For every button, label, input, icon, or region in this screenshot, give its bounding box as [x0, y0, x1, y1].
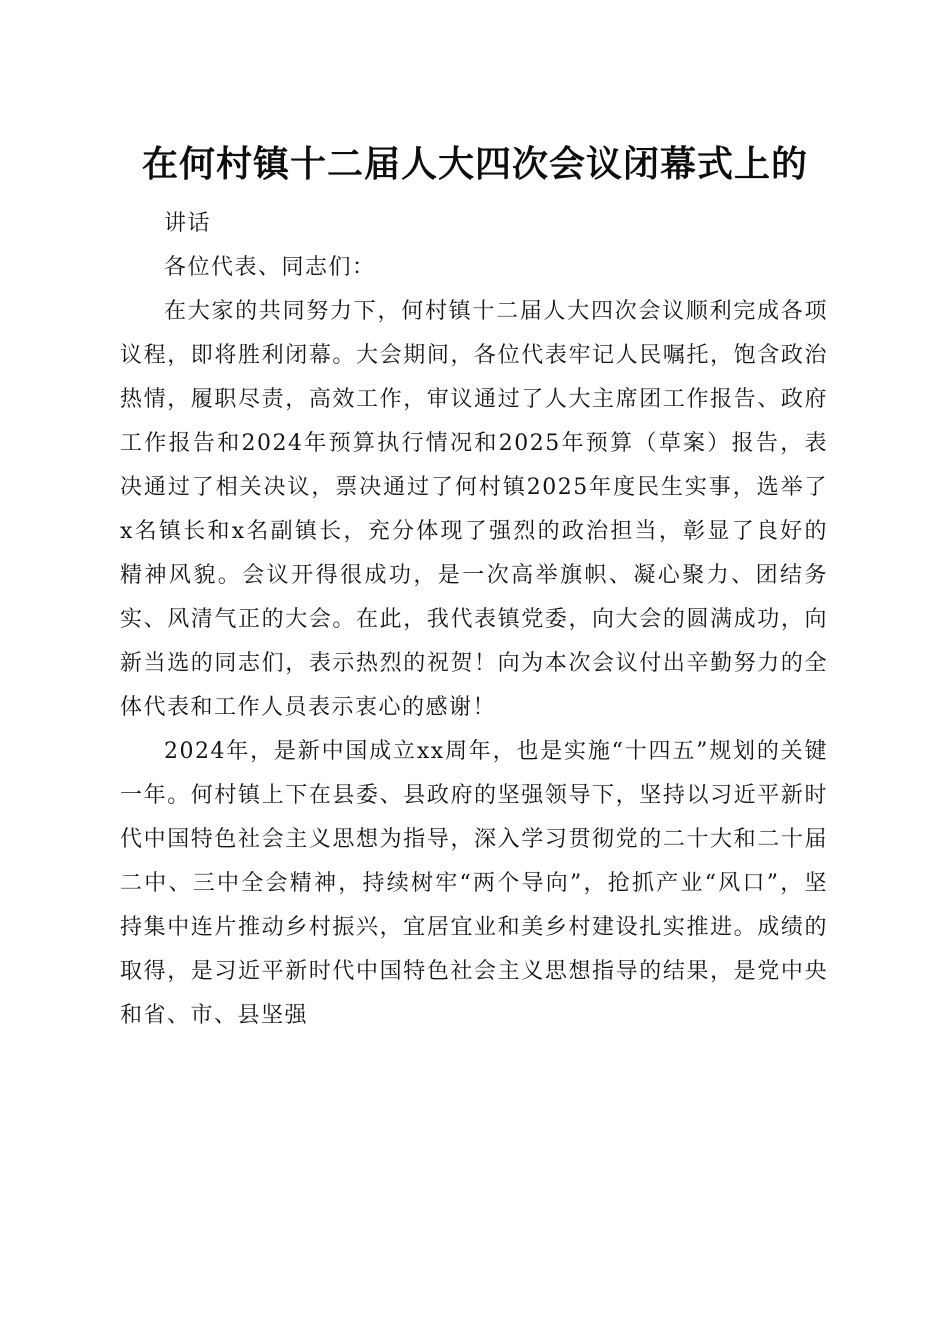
salutation: 各位代表、同志们：	[164, 255, 376, 280]
document-body	[120, 202, 828, 1038]
paragraph-2: 2024年，是新中国成立xx周年，也是实施“十四五”规划的关键一年。何村镇上下在县委、县政府的坚强领导下，坚持以习近平新时代中国特色社会主义思想为指导，深入学习贯彻党的二十大和二十届二中、三中全会精神，持续树牢“两个导向”，抢抓产业“风口”，坚持集中连片推动乡村振兴，宜居宜业和美乡村建设扎实推进。成绩的取得，是习近平新时代中国特色社会主义思想指导的结果，是党中央和省、市、县坚强	[120, 739, 828, 1028]
document-title: 在何村镇十二届人大四次会议闭幕式上的	[141, 143, 808, 185]
title-continuation: 讲话	[164, 211, 212, 236]
paragraph-1: 在大家的共同努力下，何村镇十二届人大四次会议顺利完成各项议程，即将胜利闭幕。大会期间，各位代表牢记人民嘱托，饱含政治热情，履职尽责，高效工作，审议通过了人大主席团工作报告、政府工作报告和2024年预算执行情况和2025年预算（草案）报告，表决通过了相关决议，票决通过了何村镇2025年度民生实事，选举了x名镇长和x名副镇长，充分体现了强烈的政治担当，彰显了良好的精神风貌。会议开得很成功，是一次高举旗帜、凝心聚力、团结务实、风清气正的大会。在此，我代表镇党委，向大会的圆满成功，向新当选的同志们，表示热烈的祝贺！向为本次会议付出辛勤努力的全体代表和工作人员表示衷心的感谢！	[120, 299, 828, 720]
